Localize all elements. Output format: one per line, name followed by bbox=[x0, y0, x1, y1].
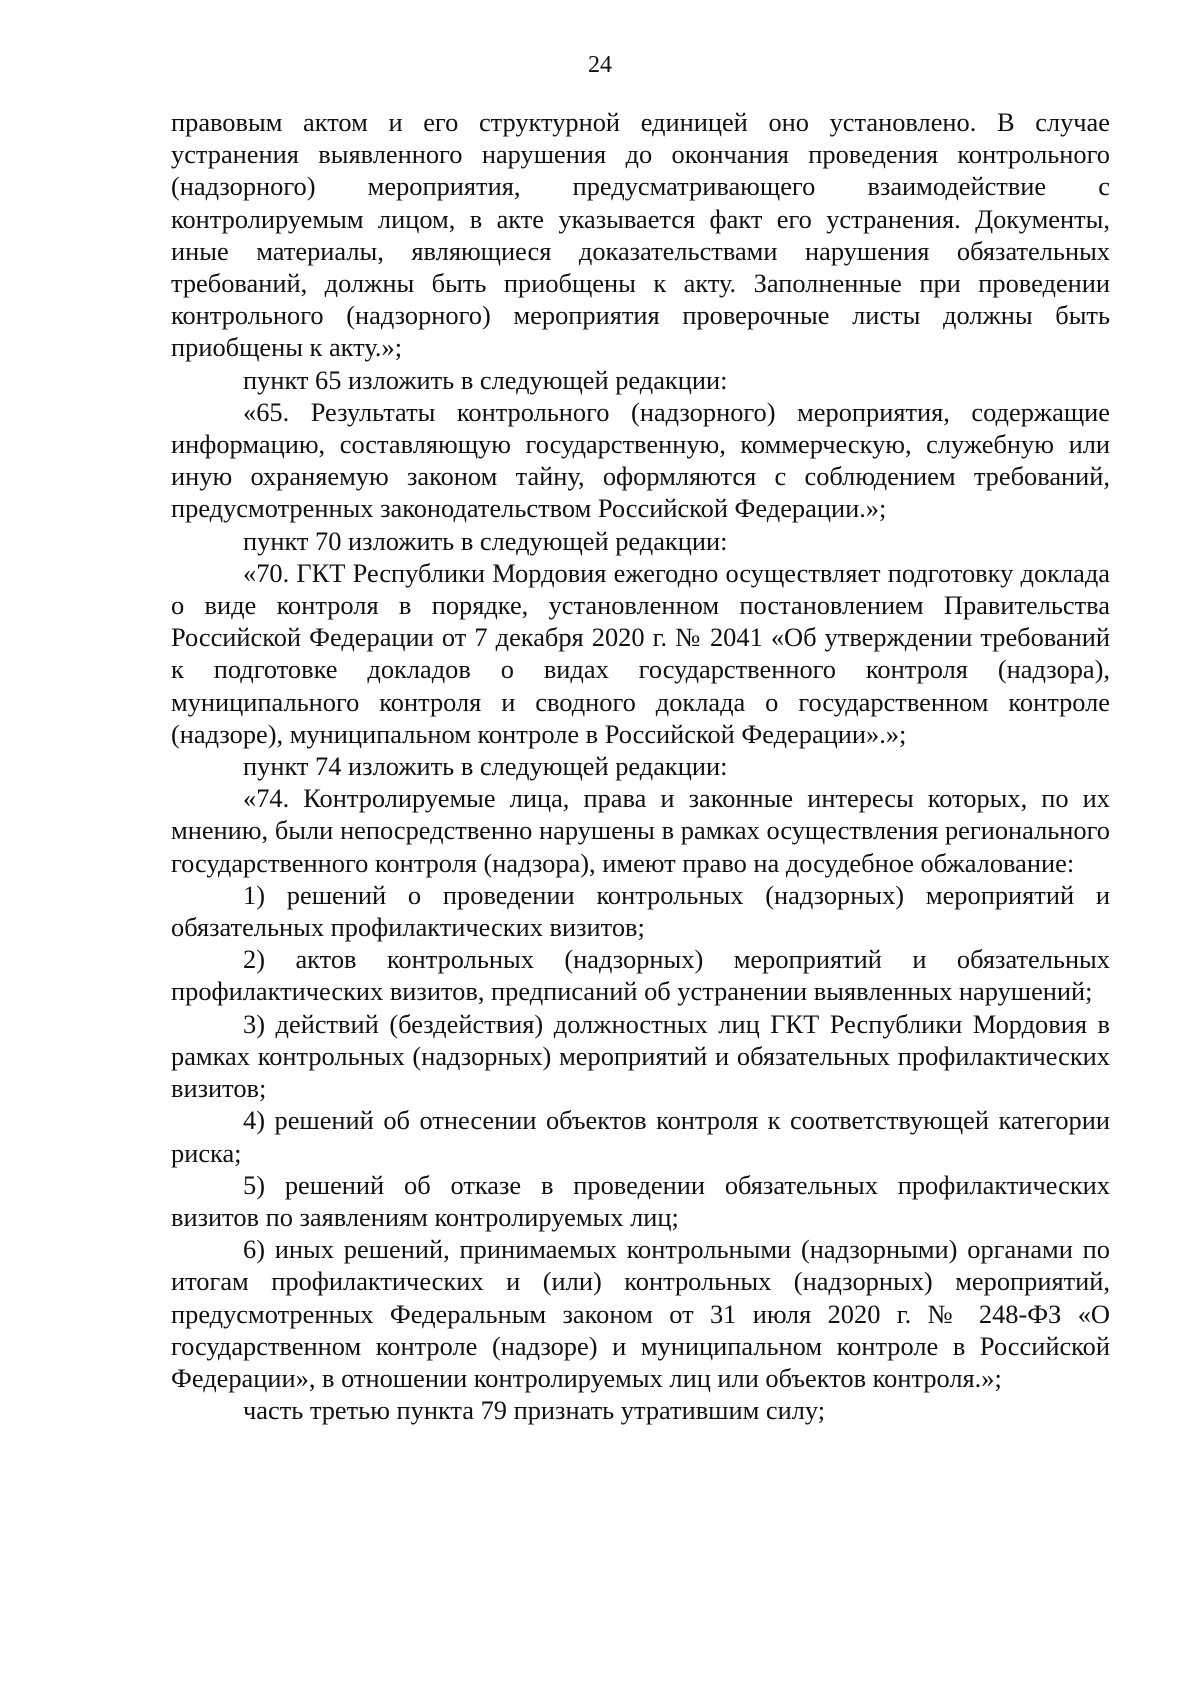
paragraph: «65. Результаты контрольного (надзорного) мероприятия, содержащие информацию, составляющую государственную, коммерческую, служебную или иную охраняемую законом тайну, оформляются с соблюдением требований, предусмотренных законодательством Российской Федерации.»; bbox=[171, 396, 1110, 524]
paragraph: «74. Контролируемые лица, права и законные интересы которых, по их мнению, были непосредственно нарушены в рамках осуществления регионального государственного контроля (надзора), имеют право на досудебное обжалование: bbox=[171, 783, 1110, 878]
paragraph: 3) действий (бездействия) должностных лиц ГКТ Республики Мордовия в рамках контрольных (надзорных) мероприятий и обязательных профилактических визитов; bbox=[171, 1008, 1110, 1104]
paragraph: пункт 65 изложить в следующей редакции: bbox=[243, 364, 728, 395]
paragraph: 4) решений об отнесении объектов контроля к соответствующей категории риска; bbox=[171, 1105, 1110, 1168]
paragraph: 1) решений о проведении контрольных (надзорных) мероприятий и обязательных профилактических визитов; bbox=[171, 879, 1110, 943]
paragraph: 6) иных решений, принимаемых контрольными (надзорными) органами по итогам профилактических и (или) контрольных (надзорных) мероприятий, предусмотренных Федеральным законом от 31 июля 2020 г. № 248-ФЗ «О государственном контроле (надзоре) и муниципальном контроле в Российской Федерации», в отношении контролируемых лиц или объектов контроля.»; bbox=[171, 1234, 1110, 1393]
paragraph: «70. ГКТ Республики Мордовия ежегодно осуществляет подготовку доклада о виде контроля в порядке, установленном постановлением Правительства Российской Федерации от 7 декабря 2020 г. № 2041 «Об утверждении требований к подготовке докладов о видах государственного контроля (надзора), муниципального контроля и сводного доклада о государственном контроле (надзоре), муниципальном контроле в Российской Федерации».»; bbox=[171, 557, 1110, 749]
paragraph: пункт 74 изложить в следующей редакции: bbox=[243, 751, 728, 782]
paragraph: правовым актом и его структурной единицей оно установлено. В случае устранения выявленного нарушения до окончания проведения контрольного (надзорного) мероприятия, предусматривающего взаимодействие с контролируемым лицом, в акте указывается факт его устранения. Документы, иные материалы, являющиеся доказательствами нарушения обязательных требований, должны быть приобщены к акту. Заполненные при проведении контрольного (надзорного) мероприятия проверочные листы должны быть приобщены к акту.»; bbox=[171, 107, 1110, 363]
paragraph: 5) решений об отказе в проведении обязательных профилактических визитов по заявлениям контролируемых лиц; bbox=[171, 1169, 1110, 1232]
paragraph: часть третью пункта 79 признать утратившим силу; bbox=[243, 1395, 826, 1426]
paragraph: пункт 70 изложить в следующей редакции: bbox=[243, 525, 728, 556]
document-body bbox=[171, 106, 1110, 1426]
paragraph: 2) актов контрольных (надзорных) мероприятий и обязательных профилактических визитов, предписаний об устранении выявленных нарушений; bbox=[171, 944, 1110, 1007]
page-number: 24 bbox=[588, 52, 612, 78]
